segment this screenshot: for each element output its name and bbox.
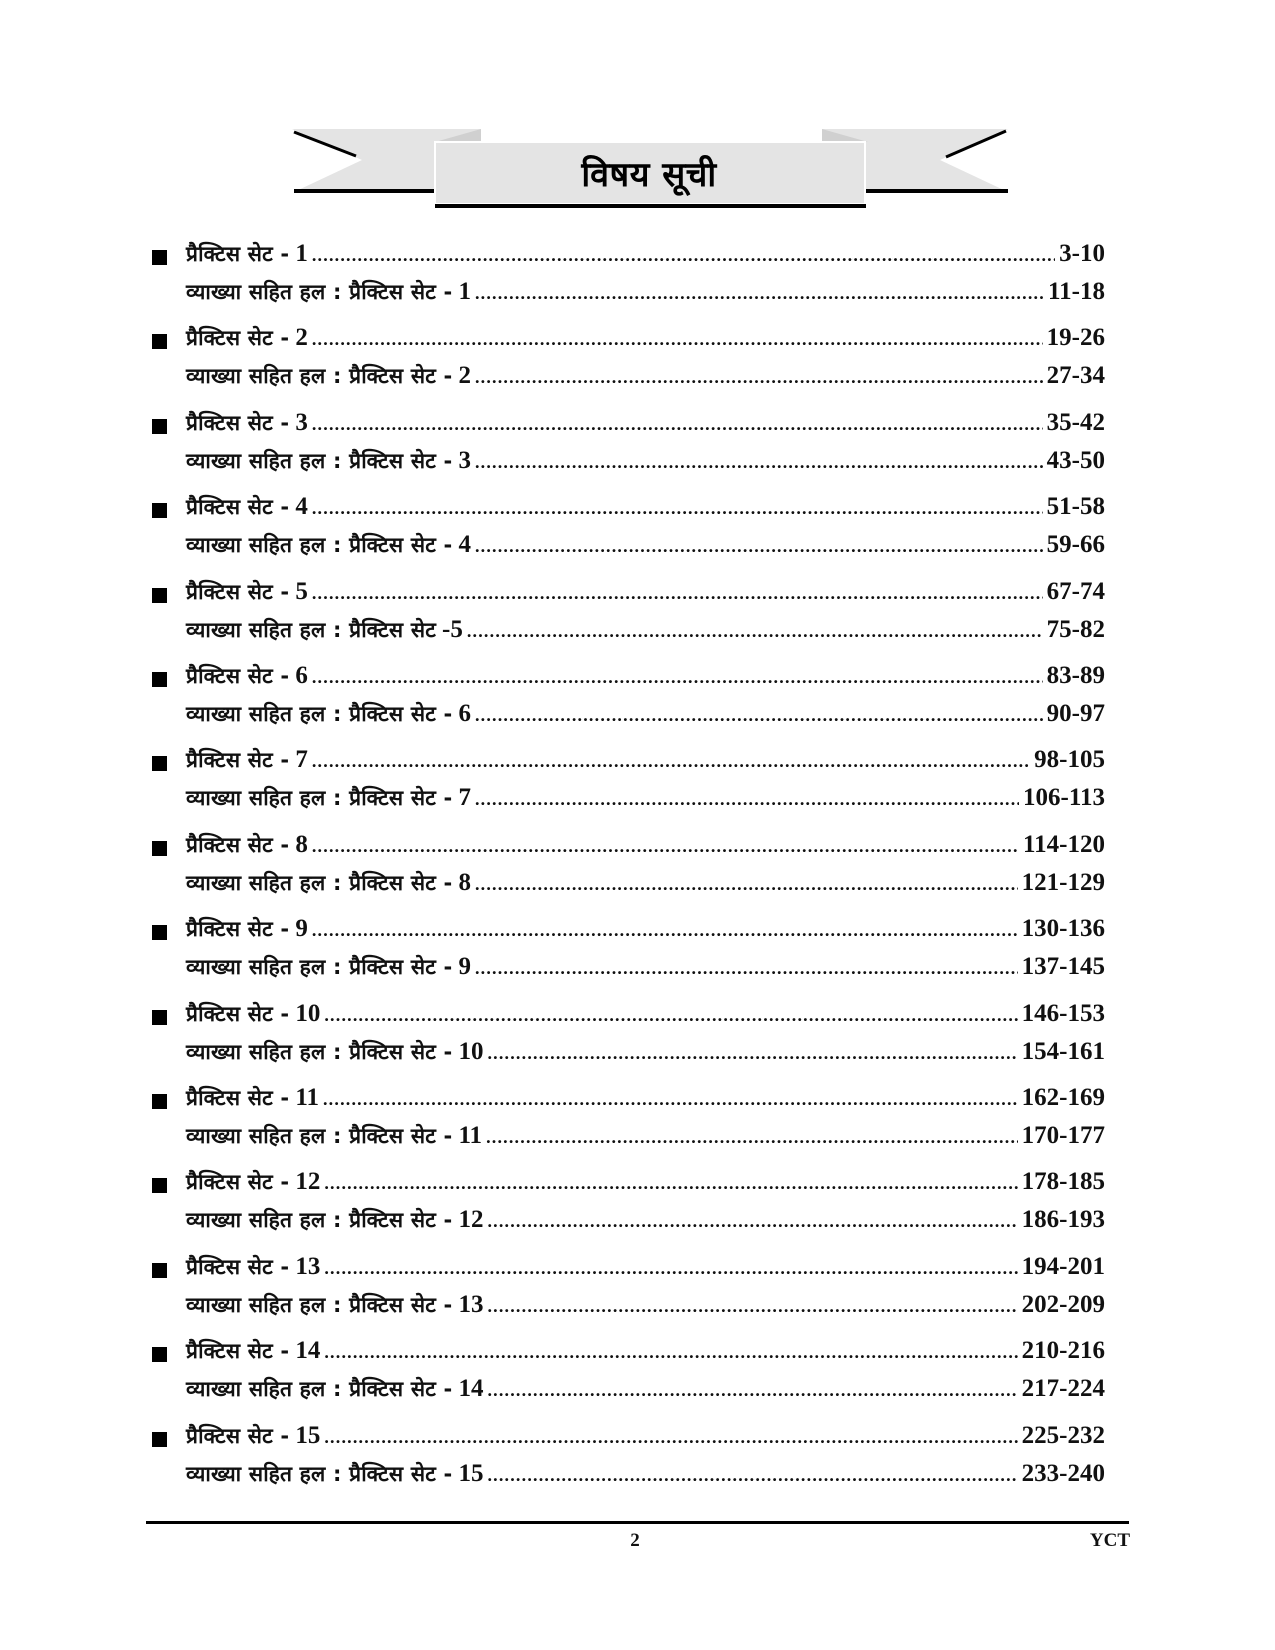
entry-page-range: 27-34: [1046, 362, 1105, 390]
toc-entry-practice-set[interactable]: [186, 1084, 1105, 1118]
toc-entry-practice-set[interactable]: [186, 831, 1105, 865]
toc-entry-solution[interactable]: [186, 616, 1105, 650]
toc-entry-practice-set[interactable]: [186, 915, 1105, 949]
toc-entry-solution[interactable]: [186, 869, 1105, 903]
entry-label: व्याख्या सहित हल : प्रैक्टिस सेट -: [186, 533, 453, 558]
dot-leader: [486, 1127, 1018, 1148]
entry-set-number: 15: [458, 1459, 484, 1487]
entry-page-range: 217-224: [1021, 1375, 1105, 1403]
entry-page-range: 11-18: [1048, 278, 1105, 305]
entry-page-range: 67-74: [1046, 577, 1105, 605]
entry-set-number: 13: [458, 1290, 484, 1318]
entry-label: प्रैक्टिस सेट -: [186, 832, 290, 857]
entry-set-number: 2: [295, 324, 308, 352]
toc-entry-solution[interactable]: [186, 531, 1105, 565]
bullet-square-icon: [152, 250, 167, 265]
entry-page-range: 90-97: [1046, 700, 1105, 727]
entry-page-range: 75-82: [1046, 615, 1105, 643]
entry-page-range: 130-136: [1021, 915, 1105, 943]
entry-set-number: 5: [295, 577, 308, 605]
entry-page-range: 106-113: [1023, 784, 1105, 812]
entry-label: व्याख्या सहित हल : प्रैक्टिस सेट -: [186, 1124, 453, 1148]
entry-page-range: 51-58: [1046, 493, 1105, 521]
entry-label: व्याख्या सहित हल : प्रैक्टिस सेट -: [186, 955, 453, 980]
entry-page-range: 170-177: [1021, 1122, 1105, 1149]
dot-leader: [324, 1427, 1017, 1448]
entry-page-range: 121-129: [1021, 868, 1105, 896]
toc-entry-solution[interactable]: [186, 1460, 1105, 1494]
bullet-square-icon: [152, 334, 167, 349]
entry-set-number: 4: [295, 493, 308, 521]
entry-set-number: 13: [295, 1252, 321, 1280]
entry-page-range: 3-10: [1059, 240, 1105, 267]
dot-leader: [475, 367, 1043, 388]
entry-label: प्रैक्टिस सेट -: [186, 495, 290, 520]
entry-set-number: 1: [295, 240, 308, 267]
toc-entry-practice-set[interactable]: [186, 1422, 1105, 1456]
entry-page-range: 114-120: [1023, 830, 1105, 858]
entry-page-range: 146-153: [1021, 999, 1105, 1027]
toc-entry-practice-set[interactable]: [186, 1253, 1105, 1287]
bullet-square-icon: [152, 672, 167, 687]
entry-set-number: 4: [458, 531, 471, 559]
entry-label: प्रैक्टिस सेट -: [186, 410, 290, 435]
entry-label: व्याख्या सहित हल : प्रैक्टिस सेट -: [186, 870, 453, 895]
entry-set-number: 11: [458, 1122, 483, 1149]
entry-label: प्रैक्टिस सेट -: [186, 664, 290, 688]
dot-leader: [475, 536, 1043, 557]
entry-label: व्याख्या सहित हल : प्रैक्टिस सेट -: [186, 1208, 453, 1233]
bullet-square-icon: [152, 1178, 167, 1193]
toc-entry-solution[interactable]: [186, 447, 1105, 481]
bullet-square-icon: [152, 588, 167, 603]
entry-set-number: 14: [295, 1337, 321, 1365]
bullet-square-icon: [152, 1347, 167, 1362]
entry-page-range: 19-26: [1046, 324, 1105, 352]
entry-label: व्याख्या सहित हल : प्रैक्टिस सेट -: [186, 1292, 453, 1317]
toc-entry-practice-set[interactable]: [186, 240, 1105, 274]
entry-set-number: 7: [295, 746, 308, 774]
dot-leader: [312, 498, 1043, 519]
toc-entry-solution[interactable]: [186, 278, 1105, 312]
entry-label: व्याख्या सहित हल : प्रैक्टिस सेट -: [186, 702, 453, 726]
bullet-square-icon: [152, 1263, 167, 1278]
dot-leader: [487, 1296, 1017, 1317]
entry-label: प्रैक्टिस सेट -: [186, 1254, 290, 1279]
dot-leader: [312, 245, 1055, 266]
dot-leader: [312, 920, 1018, 941]
dot-leader: [312, 667, 1043, 688]
bullet-square-icon: [152, 841, 167, 856]
bullet-square-icon: [152, 503, 167, 518]
entry-set-number: 3: [458, 446, 471, 474]
dot-leader: [312, 414, 1043, 435]
entry-label: प्रैक्टिस सेट -: [186, 1423, 290, 1448]
toc-entry-practice-set[interactable]: [186, 1000, 1105, 1034]
entry-page-range: 210-216: [1021, 1337, 1105, 1365]
toc-entry-solution[interactable]: [186, 784, 1105, 818]
entry-page-range: 194-201: [1021, 1252, 1105, 1280]
entry-label: प्रैक्टिस सेट -: [186, 1170, 290, 1195]
entry-label: प्रैक्टिस सेट -: [186, 579, 290, 604]
entry-set-number: 1: [458, 278, 471, 305]
entry-page-range: 98-105: [1034, 746, 1105, 774]
toc-entry-solution[interactable]: [186, 700, 1105, 734]
entry-label: प्रैक्टिस सेट -: [186, 748, 290, 773]
dot-leader: [324, 1342, 1017, 1363]
publisher-brand: YCT: [1089, 1530, 1130, 1551]
toc-entry-solution[interactable]: [186, 1291, 1105, 1325]
entry-set-number: 10: [458, 1037, 484, 1065]
entry-set-number: 12: [295, 1168, 321, 1196]
dot-leader: [487, 1465, 1017, 1486]
toc-entry-solution[interactable]: [186, 1122, 1105, 1156]
entry-page-range: 233-240: [1021, 1459, 1105, 1487]
entry-set-number: 6: [295, 662, 308, 689]
toc-entry-practice-set[interactable]: [186, 1168, 1105, 1202]
entry-label: प्रैक्टिस सेट -: [186, 242, 290, 266]
entry-set-number: 8: [458, 868, 471, 896]
dot-leader: [475, 283, 1044, 304]
entry-set-number: 8: [295, 830, 308, 858]
dot-leader: [324, 1005, 1017, 1026]
entry-set-number: 9: [295, 915, 308, 943]
dot-leader: [475, 874, 1018, 895]
entry-page-range: 162-169: [1021, 1084, 1105, 1111]
entry-page-range: 186-193: [1021, 1206, 1105, 1234]
dot-leader: [475, 705, 1043, 726]
toc-entry-practice-set[interactable]: [186, 578, 1105, 612]
toc-entry-solution[interactable]: [186, 1206, 1105, 1240]
entry-set-number: 10: [295, 999, 321, 1027]
entry-page-range: 59-66: [1046, 531, 1105, 559]
entry-label: व्याख्या सहित हल : प्रैक्टिस सेट -: [186, 1039, 453, 1064]
entry-label: व्याख्या सहित हल : प्रैक्टिस सेट: [186, 617, 436, 642]
entry-set-number: 9: [458, 953, 471, 981]
dot-leader: [323, 1089, 1018, 1110]
dot-leader: [467, 621, 1043, 642]
dot-leader: [487, 1043, 1017, 1064]
toc-entry-practice-set[interactable]: [186, 324, 1105, 358]
dot-leader: [312, 751, 1030, 772]
dot-leader: [324, 1173, 1017, 1194]
entry-page-range: 202-209: [1021, 1290, 1105, 1318]
title-banner: [0, 0, 1275, 230]
bullet-square-icon: [152, 419, 167, 434]
entry-set-number: 11: [295, 1084, 319, 1111]
entry-label: व्याख्या सहित हल : प्रैक्टिस सेट -: [186, 280, 453, 304]
entry-set-number: -5: [442, 615, 463, 643]
dot-leader: [324, 1258, 1017, 1279]
toc-entry-solution[interactable]: [186, 1038, 1105, 1072]
entry-page-range: 154-161: [1021, 1037, 1105, 1065]
dot-leader: [312, 329, 1043, 350]
entry-page-range: 43-50: [1046, 446, 1105, 474]
entry-page-range: 83-89: [1046, 662, 1105, 689]
bullet-square-icon: [152, 1094, 167, 1109]
entry-page-range: 225-232: [1021, 1421, 1105, 1449]
entry-label: प्रैक्टिस सेट -: [186, 1339, 290, 1364]
entry-label: प्रैक्टिस सेट -: [186, 326, 290, 351]
dot-leader: [312, 836, 1019, 857]
toc-entry-practice-set[interactable]: [186, 1337, 1105, 1371]
bullet-square-icon: [152, 925, 167, 940]
dot-leader: [487, 1211, 1017, 1232]
entry-set-number: 3: [295, 408, 308, 436]
entry-set-number: 14: [458, 1375, 484, 1403]
entry-set-number: 2: [458, 362, 471, 390]
entry-page-range: 178-185: [1021, 1168, 1105, 1196]
dot-leader: [487, 1380, 1017, 1401]
page-title: विषय सूची: [581, 155, 717, 195]
entry-set-number: 7: [458, 784, 471, 812]
dot-leader: [475, 789, 1019, 810]
entry-set-number: 15: [295, 1421, 321, 1449]
entry-label: प्रैक्टिस सेट -: [186, 1086, 290, 1110]
entry-set-number: 6: [458, 700, 471, 727]
page-number: 2: [630, 1530, 640, 1551]
toc-entry-practice-set[interactable]: [186, 493, 1105, 527]
toc-entry-practice-set[interactable]: [186, 746, 1105, 780]
entry-label: प्रैक्टिस सेट -: [186, 1001, 290, 1026]
toc-entry-practice-set[interactable]: [186, 409, 1105, 443]
bullet-square-icon: [152, 1010, 167, 1025]
entry-label: व्याख्या सहित हल : प्रैक्टिस सेट -: [186, 364, 453, 389]
dot-leader: [312, 583, 1043, 604]
toc-entry-solution[interactable]: [186, 953, 1105, 987]
entry-label: व्याख्या सहित हल : प्रैक्टिस सेट -: [186, 1377, 453, 1402]
bullet-square-icon: [152, 756, 167, 771]
dot-leader: [475, 958, 1018, 979]
toc-entry-practice-set[interactable]: [186, 662, 1105, 696]
entry-label: प्रैक्टिस सेट -: [186, 917, 290, 942]
toc-entry-solution[interactable]: [186, 362, 1105, 396]
entry-label: व्याख्या सहित हल : प्रैक्टिस सेट -: [186, 786, 453, 811]
entry-label: व्याख्या सहित हल : प्रैक्टिस सेट -: [186, 448, 453, 473]
bullet-square-icon: [152, 1432, 167, 1447]
dot-leader: [475, 452, 1043, 473]
toc-entry-solution[interactable]: [186, 1375, 1105, 1409]
entry-label: व्याख्या सहित हल : प्रैक्टिस सेट -: [186, 1461, 453, 1486]
entry-set-number: 12: [458, 1206, 484, 1234]
entry-page-range: 137-145: [1021, 953, 1105, 981]
entry-page-range: 35-42: [1046, 408, 1105, 436]
footer-divider: [146, 1521, 1129, 1524]
